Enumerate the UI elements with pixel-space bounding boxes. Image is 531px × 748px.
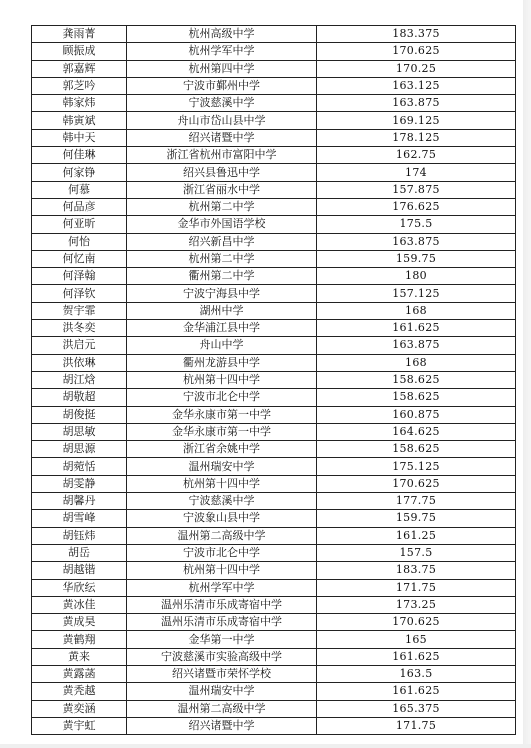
student-name-cell: 黄鹤翔 (32, 631, 127, 648)
student-name-cell: 何泽翰 (32, 268, 127, 285)
score-cell: 170.625 (317, 43, 516, 60)
table-row (32, 475, 516, 492)
school-cell: 杭州高级中学 (127, 26, 317, 43)
school-cell: 杭州第二中学 (127, 198, 317, 215)
student-name-cell: 洪冬奕 (32, 320, 127, 337)
student-name-cell: 何家铮 (32, 164, 127, 181)
score-cell: 163.5 (317, 665, 516, 682)
student-name-cell: 何忆南 (32, 250, 127, 267)
school-cell: 衢州第二中学 (127, 268, 317, 285)
student-name-cell: 胡菀恬 (32, 458, 127, 475)
table-row (32, 95, 516, 112)
score-cell: 174 (317, 164, 516, 181)
student-name-cell: 郭芝吟 (32, 77, 127, 94)
score-cell: 175.5 (317, 216, 516, 233)
school-cell: 温州瑞安中学 (127, 458, 317, 475)
score-cell: 170.625 (317, 614, 516, 631)
score-cell: 173.25 (317, 596, 516, 613)
school-cell: 绍兴诸暨中学 (127, 717, 317, 734)
student-name-cell: 黄来 (32, 648, 127, 665)
score-cell: 171.75 (317, 579, 516, 596)
school-cell: 杭州第十四中学 (127, 371, 317, 388)
school-cell: 宁波市鄞州中学 (127, 77, 317, 94)
table-row (32, 250, 516, 267)
table-row (32, 181, 516, 198)
school-cell: 衢州龙游县中学 (127, 354, 317, 371)
table-row (32, 112, 516, 129)
table-row (32, 527, 516, 544)
student-name-cell: 黄宇虹 (32, 717, 127, 734)
student-name-cell: 黄成昊 (32, 614, 127, 631)
score-cell: 165 (317, 631, 516, 648)
school-cell: 绍兴新昌中学 (127, 233, 317, 250)
table-row (32, 631, 516, 648)
table-row (32, 458, 516, 475)
school-cell: 宁波宁海县中学 (127, 285, 317, 302)
school-cell: 宁波慈溪中学 (127, 493, 317, 510)
student-name-cell: 胡钰炜 (32, 527, 127, 544)
score-cell: 161.25 (317, 527, 516, 544)
student-name-cell: 胡雯静 (32, 475, 127, 492)
score-table (31, 25, 516, 735)
score-table-body (32, 26, 516, 735)
table-row (32, 337, 516, 354)
student-name-cell: 胡敬超 (32, 389, 127, 406)
table-row (32, 320, 516, 337)
school-cell: 温州乐清市乐成寄宿中学 (127, 614, 317, 631)
score-cell: 170.625 (317, 475, 516, 492)
score-cell: 161.625 (317, 683, 516, 700)
score-cell: 159.75 (317, 510, 516, 527)
student-name-cell: 何泽钦 (32, 285, 127, 302)
student-name-cell: 胡思敏 (32, 423, 127, 440)
score-cell: 159.75 (317, 250, 516, 267)
score-cell: 162.75 (317, 147, 516, 164)
score-cell: 158.625 (317, 441, 516, 458)
school-cell: 浙江省杭州市富阳中学 (127, 147, 317, 164)
school-cell: 舟山市岱山县中学 (127, 112, 317, 129)
table-row (32, 371, 516, 388)
student-name-cell: 胡雪峰 (32, 510, 127, 527)
score-cell: 164.625 (317, 423, 516, 440)
student-name-cell: 何怡 (32, 233, 127, 250)
student-name-cell: 胡江焓 (32, 371, 127, 388)
student-name-cell: 郭嘉辉 (32, 60, 127, 77)
school-cell: 温州乐清市乐成寄宿中学 (127, 596, 317, 613)
score-cell: 165.375 (317, 700, 516, 717)
table-row (32, 389, 516, 406)
student-name-cell: 何亚昕 (32, 216, 127, 233)
student-name-cell: 黄冰佳 (32, 596, 127, 613)
table-row (32, 423, 516, 440)
score-cell: 157.875 (317, 181, 516, 198)
student-name-cell: 黄露菡 (32, 665, 127, 682)
table-row (32, 147, 516, 164)
school-cell: 绍兴县鲁迅中学 (127, 164, 317, 181)
student-name-cell: 韩中天 (32, 129, 127, 146)
student-name-cell: 何慕 (32, 181, 127, 198)
table-row (32, 544, 516, 561)
student-name-cell: 何品彦 (32, 198, 127, 215)
score-cell: 158.625 (317, 371, 516, 388)
table-row (32, 683, 516, 700)
table-row (32, 700, 516, 717)
school-cell: 浙江省余姚中学 (127, 441, 317, 458)
table-row (32, 510, 516, 527)
score-cell: 168 (317, 302, 516, 319)
school-cell: 温州瑞安中学 (127, 683, 317, 700)
score-cell: 161.625 (317, 320, 516, 337)
score-cell: 177.75 (317, 493, 516, 510)
table-row (32, 26, 516, 43)
student-name-cell: 洪启元 (32, 337, 127, 354)
school-cell: 绍兴诸暨中学 (127, 129, 317, 146)
student-name-cell: 胡俊挺 (32, 406, 127, 423)
score-cell: 158.625 (317, 389, 516, 406)
table-row (32, 164, 516, 181)
student-name-cell: 韩寅斌 (32, 112, 127, 129)
table-row (32, 216, 516, 233)
table-row (32, 665, 516, 682)
score-cell: 161.625 (317, 648, 516, 665)
score-cell: 157.5 (317, 544, 516, 561)
school-cell: 舟山中学 (127, 337, 317, 354)
score-cell: 178.125 (317, 129, 516, 146)
student-name-cell: 龚雨菁 (32, 26, 127, 43)
student-name-cell: 何佳琳 (32, 147, 127, 164)
table-row (32, 268, 516, 285)
school-cell: 金华永康市第一中学 (127, 406, 317, 423)
table-row (32, 198, 516, 215)
score-cell: 163.875 (317, 95, 516, 112)
score-cell: 175.125 (317, 458, 516, 475)
school-cell: 杭州第四中学 (127, 60, 317, 77)
student-name-cell: 黄秃越 (32, 683, 127, 700)
table-row (32, 562, 516, 579)
school-cell: 温州第二高级中学 (127, 527, 317, 544)
table-row (32, 614, 516, 631)
score-cell: 183.75 (317, 562, 516, 579)
table-row (32, 43, 516, 60)
school-cell: 宁波市北仑中学 (127, 544, 317, 561)
table-row (32, 354, 516, 371)
score-cell: 163.125 (317, 77, 516, 94)
table-row (32, 441, 516, 458)
school-cell: 宁波市北仑中学 (127, 389, 317, 406)
student-name-cell: 胡越锴 (32, 562, 127, 579)
table-row (32, 77, 516, 94)
student-name-cell: 顾振成 (32, 43, 127, 60)
school-cell: 金华市外国语学校 (127, 216, 317, 233)
school-cell: 杭州学军中学 (127, 579, 317, 596)
table-row (32, 406, 516, 423)
score-cell: 180 (317, 268, 516, 285)
school-cell: 温州第二高级中学 (127, 700, 317, 717)
score-cell: 168 (317, 354, 516, 371)
school-cell: 杭州第十四中学 (127, 562, 317, 579)
school-cell: 金华浦江县中学 (127, 320, 317, 337)
school-cell: 湖州中学 (127, 302, 317, 319)
score-cell: 171.75 (317, 717, 516, 734)
table-row (32, 285, 516, 302)
table-row (32, 302, 516, 319)
student-name-cell: 贺宇霏 (32, 302, 127, 319)
student-name-cell: 胡馨丹 (32, 493, 127, 510)
score-cell: 176.625 (317, 198, 516, 215)
school-cell: 杭州第二中学 (127, 250, 317, 267)
school-cell: 金华第一中学 (127, 631, 317, 648)
table-row (32, 648, 516, 665)
table-row (32, 493, 516, 510)
score-cell: 163.875 (317, 233, 516, 250)
table-row (32, 60, 516, 77)
student-name-cell: 黄奕涵 (32, 700, 127, 717)
score-cell: 169.125 (317, 112, 516, 129)
table-row (32, 596, 516, 613)
score-cell: 170.25 (317, 60, 516, 77)
school-cell: 金华永康市第一中学 (127, 423, 317, 440)
score-cell: 160.875 (317, 406, 516, 423)
school-cell: 杭州第十四中学 (127, 475, 317, 492)
table-row (32, 579, 516, 596)
school-cell: 宁波慈溪中学 (127, 95, 317, 112)
student-name-cell: 韩家炜 (32, 95, 127, 112)
school-cell: 宁波象山县中学 (127, 510, 317, 527)
table-row (32, 233, 516, 250)
student-name-cell: 胡思源 (32, 441, 127, 458)
table-row (32, 717, 516, 734)
score-cell: 183.375 (317, 26, 516, 43)
school-cell: 宁波慈溪市实验高级中学 (127, 648, 317, 665)
page-edge-shadow (523, 0, 531, 748)
page-bottom-edge (0, 744, 531, 748)
score-cell: 163.875 (317, 337, 516, 354)
school-cell: 杭州学军中学 (127, 43, 317, 60)
table-row (32, 129, 516, 146)
student-name-cell: 洪依琳 (32, 354, 127, 371)
school-cell: 浙江省丽水中学 (127, 181, 317, 198)
school-cell: 绍兴诸暨市荣怀学校 (127, 665, 317, 682)
student-name-cell: 华欣纭 (32, 579, 127, 596)
score-cell: 157.125 (317, 285, 516, 302)
student-name-cell: 胡岳 (32, 544, 127, 561)
